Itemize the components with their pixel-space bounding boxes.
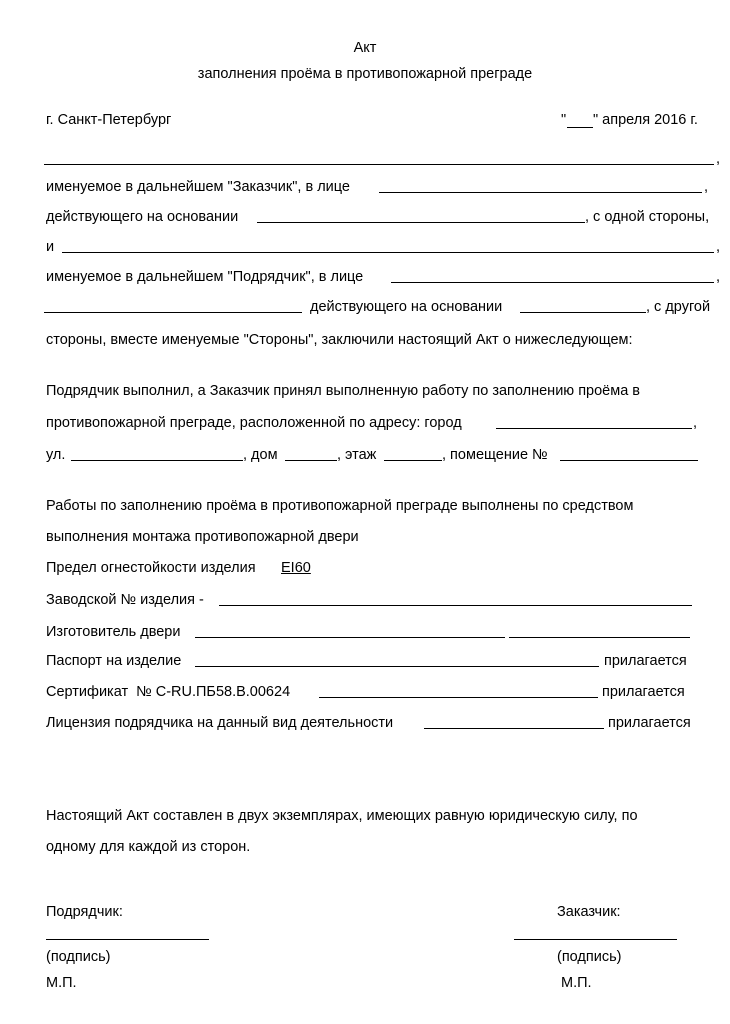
fire-rating-value: EI60	[281, 560, 311, 576]
passport-label: Паспорт на изделие	[46, 653, 182, 669]
comma: ,	[716, 269, 721, 285]
customer-representative-blank[interactable]	[379, 192, 702, 193]
work-text-2: противопожарной преграде, расположенной по адресу: город	[46, 415, 462, 431]
serial-label: Заводской № изделия -	[46, 592, 204, 608]
house-blank[interactable]	[285, 460, 337, 461]
street-blank[interactable]	[71, 460, 243, 461]
room-label: , помещение №	[442, 447, 548, 463]
city-blank[interactable]	[496, 428, 692, 429]
comma: ,	[716, 239, 721, 255]
comma: ,	[704, 179, 709, 195]
serial-blank[interactable]	[219, 605, 692, 606]
room-blank[interactable]	[560, 460, 698, 461]
floor-blank[interactable]	[384, 460, 442, 461]
certificate-blank[interactable]	[319, 697, 598, 698]
date-day-blank[interactable]	[567, 127, 593, 128]
city: г. Санкт-Петербург	[46, 112, 172, 128]
passport-blank[interactable]	[195, 666, 599, 667]
details-text-1: Работы по заполнению проёма в противопожарной преграде выполнены по средством	[46, 498, 634, 514]
contractor-signature-line[interactable]	[46, 939, 209, 940]
contractor-intro: именуемое в дальнейшем "Подрядчик", в лице	[46, 269, 364, 285]
customer-name-blank[interactable]	[44, 164, 714, 165]
details-text-2: выполнения монтажа противопожарной двери	[46, 529, 359, 545]
certificate-label: Сертификат № C-RU.ПБ58.В.00624	[46, 684, 291, 700]
acting-basis-label: действующего на основании	[46, 209, 239, 225]
manufacturer-blank-1[interactable]	[195, 637, 505, 638]
comma: ,	[716, 151, 721, 167]
date-prefix: "	[561, 112, 567, 128]
contractor-name-blank[interactable]	[62, 252, 714, 253]
contractor-representative-cont-blank[interactable]	[44, 312, 302, 313]
attached-text: прилагается	[602, 684, 685, 700]
sides-text: стороны, вместе именуемые "Стороны", заключили настоящий Акт о нижеследующем:	[46, 332, 633, 348]
date-suffix: " апреля 2016 г.	[593, 112, 698, 128]
closing-text-1: Настоящий Акт составлен в двух экземплярах, имеющих равную юридическую силу, по	[46, 808, 638, 824]
customer-intro: именуемое в дальнейшем "Заказчик", в лице	[46, 179, 350, 195]
manufacturer-blank-2[interactable]	[509, 637, 690, 638]
customer-stamp: М.П.	[561, 975, 592, 991]
document-title: Акт	[353, 40, 377, 56]
acting-basis-label-2: действующего на основании	[310, 299, 503, 315]
other-side-text: , с другой	[646, 299, 711, 315]
fire-rating-label: Предел огнестойкости изделия	[46, 560, 256, 576]
contractor-label: Подрядчик:	[46, 904, 123, 920]
customer-signature-line[interactable]	[514, 939, 677, 940]
street-label: ул.	[46, 447, 66, 463]
house-label: , дом	[243, 447, 278, 463]
floor-label: , этаж	[337, 447, 377, 463]
contractor-signature-caption: (подпись)	[46, 949, 111, 965]
manufacturer-label: Изготовитель двери	[46, 624, 181, 640]
license-label: Лицензия подрядчика на данный вид деятельности	[46, 715, 394, 731]
work-text-1: Подрядчик выполнил, а Заказчик принял выполненную работу по заполнению проёма в	[46, 383, 641, 399]
one-side-text: , с одной стороны,	[585, 209, 710, 225]
license-blank[interactable]	[424, 728, 604, 729]
contractor-stamp: М.П.	[46, 975, 77, 991]
customer-basis-blank[interactable]	[257, 222, 585, 223]
and-text: и	[46, 239, 55, 255]
attached-text: прилагается	[608, 715, 691, 731]
contractor-representative-blank[interactable]	[391, 282, 714, 283]
contractor-basis-blank[interactable]	[520, 312, 646, 313]
closing-text-2: одному для каждой из сторон.	[46, 839, 251, 855]
document-subtitle: заполнения проёма в противопожарной преграде	[197, 66, 533, 82]
comma: ,	[693, 415, 698, 431]
customer-signature-caption: (подпись)	[557, 949, 622, 965]
customer-label: Заказчик:	[557, 904, 621, 920]
attached-text: прилагается	[604, 653, 687, 669]
